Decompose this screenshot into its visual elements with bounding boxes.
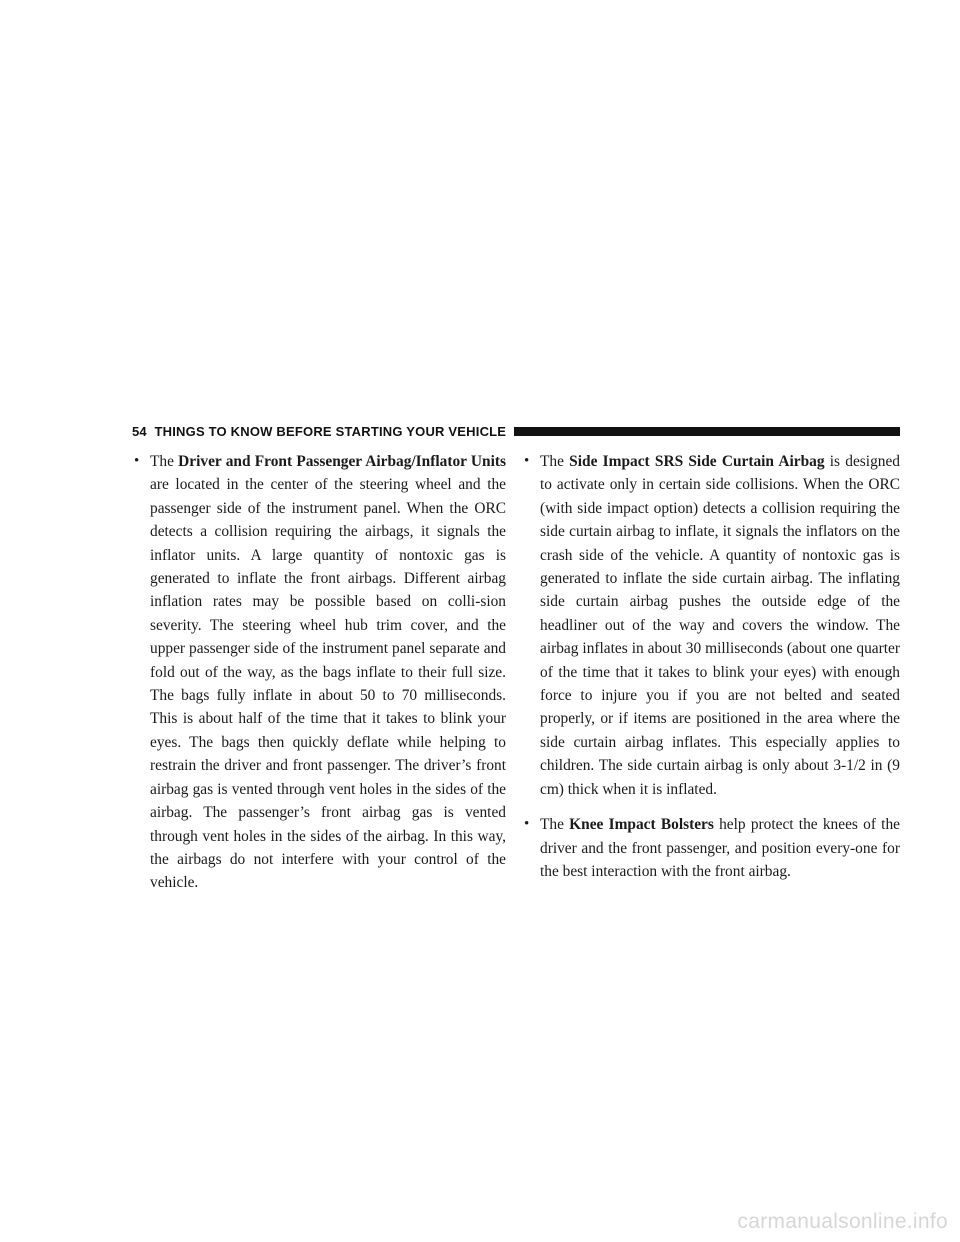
header-rule	[514, 427, 900, 436]
bullet-term: Driver and Front Passenger Airbag/Inflator Units	[178, 453, 507, 470]
bullet-description: are located in the center of the steering wheel and the passenger side of the instrument panel. When the ORC detects a collision requiring the airbags, it signals the inflator units. A large quantity of nontoxic gas is generated to inflate the front airbags. Different airbag inflation rates may be possible based on colli-sion severity. The steering wheel hub trim cover, and the upper passenger side of the instrument panel separate and fold out of the way, as the bags inflate to their full size. The bags fully inflate in about 50 to 70 milliseconds. This is about half of the time that it takes to blink your eyes. The bags then quickly deflate while helping to restrain the driver and front passenger. The driver’s front airbag gas is vented through vent holes in the sides of the airbag. The passenger’s front airbag gas is vented through vent holes in the sides of the airbag. In this way, the airbags do not interfere with your control of the vehicle.	[150, 476, 506, 892]
bullet-description: is designed to activate only in certain side collisions. When the ORC (with side impact option) detects a collision requiring the side curtain airbag to inflate, it signals the inflators on the crash side of the vehicle. A quantity of nontoxic gas is generated to inflate the side curtain airbag. The inflating side curtain airbag pushes the outside edge of the headliner out of the way and covers the window. The airbag inflates in about 30 milliseconds (about one quarter of the time that it takes to blink your eyes) with enough force to injure you if you are not belted and seated properly, or if items are positioned in the area where the side curtain airbag inflates. This especially applies to children. The side curtain airbag is only about 3-1/2 in (9 cm) thick when it is inflated.	[540, 453, 900, 798]
bullet-marker: •	[524, 453, 530, 469]
right-column	[522, 450, 900, 895]
bullet-marker: •	[524, 816, 530, 833]
bullet-lead: The	[540, 816, 570, 834]
page-header	[132, 420, 900, 442]
bullet-item-front-airbag	[132, 450, 506, 895]
bullet-lead: The	[540, 453, 570, 470]
bullet-text	[150, 450, 506, 895]
page-number: 54	[132, 423, 147, 439]
bullet-item-side-curtain-airbag	[522, 450, 900, 801]
left-column	[132, 450, 506, 907]
bullet-term: Knee Impact Bolsters	[569, 816, 714, 834]
bullet-marker: •	[134, 453, 140, 469]
page-header-text	[132, 424, 514, 439]
bullet-text	[540, 450, 900, 801]
bullet-lead: The	[150, 453, 179, 470]
watermark: carmanualsonline.info	[737, 1210, 948, 1233]
bullet-description: help protect the knees of the driver and the front passenger, and position every-one for the best interaction with the front airbag.	[540, 816, 900, 880]
bullet-text	[540, 813, 900, 883]
bullet-term: Side Impact SRS Side Curtain Airbag	[569, 453, 825, 470]
section-title: THINGS TO KNOW BEFORE STARTING YOUR VEHICLE	[154, 423, 507, 439]
bullet-item-knee-bolsters	[522, 813, 900, 883]
